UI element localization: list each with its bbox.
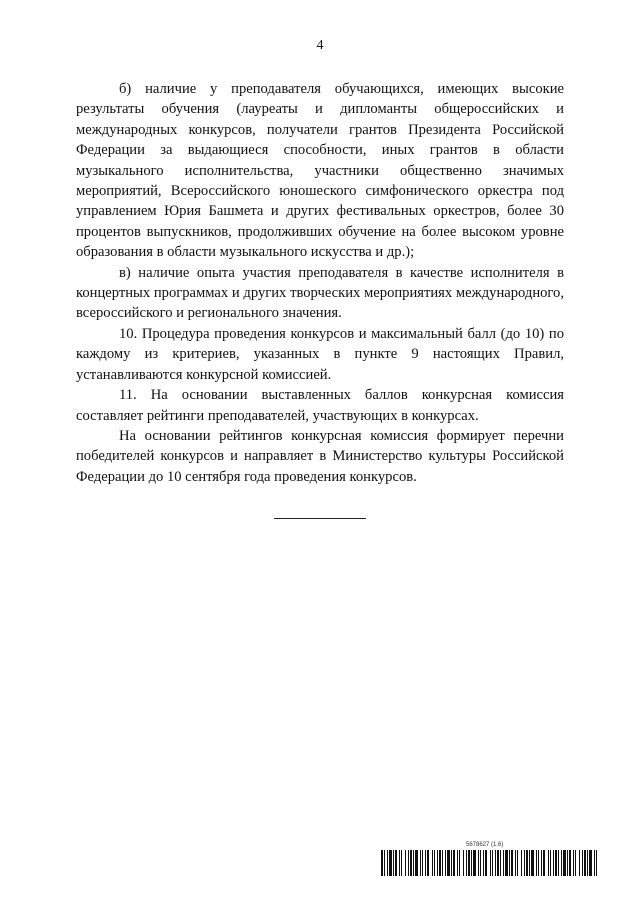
barcode-bar: [517, 850, 518, 876]
barcode-bar: [596, 850, 597, 876]
barcode-bar: [589, 850, 592, 876]
barcode-bar: [445, 850, 446, 876]
barcode-bar: [548, 850, 549, 876]
barcode-bar: [575, 850, 576, 876]
barcode-bar: [387, 850, 388, 876]
barcode-bar: [473, 850, 476, 876]
barcode-bar: [422, 850, 423, 876]
barcode-bar: [500, 850, 501, 876]
barcode-bar: [432, 850, 433, 876]
barcode-bar: [463, 850, 464, 876]
barcode-bar: [384, 850, 385, 876]
barcode-image: [381, 850, 597, 876]
barcode-bar: [478, 850, 479, 876]
barcode-bar: [420, 850, 421, 876]
barcode-bar: [492, 850, 493, 876]
barcode-bar: [531, 850, 534, 876]
barcode-bar: [529, 850, 530, 876]
paragraph-11: 11. На основании выставленных баллов конкурсная комиссия составляет рейтинги преподавателей, участвующих в конкурсах.: [76, 387, 564, 424]
barcode-bar: [524, 850, 525, 876]
barcode-bar: [567, 850, 568, 876]
paragraph-final: На основании рейтингов конкурсная комиссия формирует перечни победителей конкурсов и направляет в Министерство культуры Российской Федерации до 10 сентября года проведения конкурсов.: [76, 427, 564, 485]
barcode-bar: [427, 850, 429, 876]
barcode-bar: [490, 850, 491, 876]
document-body: [76, 79, 564, 487]
barcode-bar: [483, 850, 484, 876]
barcode-bar: [538, 850, 539, 876]
barcode-bar: [573, 850, 574, 876]
paragraph-10: 10. Процедура проведения конкурсов и максимальный балл (до 10) по каждому из критериев, указанных в пункте 9 настоящих Правил, устанавливаются конкурсной комиссией.: [76, 325, 564, 383]
barcode-bar: [466, 850, 467, 876]
barcode-bar: [584, 850, 586, 876]
barcode-bar: [509, 850, 510, 876]
barcode-bar: [511, 850, 513, 876]
barcode-bar: [447, 850, 450, 876]
barcode-bar: [389, 850, 392, 876]
barcode-bar: [451, 850, 452, 876]
barcode-bar: [497, 850, 499, 876]
barcode-bar: [393, 850, 394, 876]
barcode-bar: [569, 850, 571, 876]
barcode-bar: [395, 850, 397, 876]
barcode-bar: [405, 850, 406, 876]
barcode-bar: [541, 850, 542, 876]
barcode-bar: [563, 850, 566, 876]
barcode-bar: [495, 850, 496, 876]
barcode-bar: [587, 850, 588, 876]
barcode-bar: [561, 850, 562, 876]
paragraph-v: в) наличие опыта участия преподавателя в качестве исполнителя в концертных программах и других творческих мероприятиях международного, всероссийского и регионального значения.: [76, 264, 564, 322]
barcode-bar: [505, 850, 508, 876]
barcode-bar: [555, 850, 557, 876]
barcode-bar: [381, 850, 383, 876]
separator-line: [274, 518, 366, 519]
barcode-bar: [399, 850, 400, 876]
barcode-bar: [521, 850, 522, 876]
barcode-bar: [480, 850, 481, 876]
barcode-bar: [582, 850, 583, 876]
barcode-bar: [439, 850, 441, 876]
barcode-bar: [408, 850, 409, 876]
barcode-bar: [457, 850, 458, 876]
barcode-bar: [434, 850, 435, 876]
barcode-bar: [453, 850, 455, 876]
barcode-bar: [558, 850, 559, 876]
barcode-bar: [413, 850, 414, 876]
barcode-bar: [515, 850, 516, 876]
barcode-bar: [526, 850, 528, 876]
barcode-bar: [550, 850, 551, 876]
barcode-bar: [543, 850, 545, 876]
barcode-bar: [503, 850, 504, 876]
paragraph-b: б) наличие у преподавателя обучающихся, имеющих высокие результаты обучения (лауреаты и дипломанты общероссийских и международных конкурсов, получатели грантов Президента Российской Федерации за выдающиеся способности, иных грантов в области музыкального исполнительства, участники общественно значимых мероприятий, Всероссийского юношеского симфонического оркестра под управлением Юрия Башмета и других фестивальных оркестров, более 30 процентов выпускников, продолживших обучение на более высоком уровне образования в области музыкального искусства и др.);: [76, 81, 564, 261]
barcode-bar: [459, 850, 460, 876]
barcode-bar: [553, 850, 554, 876]
barcode-bar: [410, 850, 412, 876]
barcode-bar: [471, 850, 472, 876]
barcode-bar: [579, 850, 580, 876]
barcode-bar: [401, 850, 402, 876]
page-number: 4: [316, 38, 324, 53]
barcode-bar: [536, 850, 537, 876]
document-code: 5678627 (1.6): [466, 842, 504, 848]
barcode-bar: [415, 850, 418, 876]
barcode-bar: [425, 850, 426, 876]
barcode-bar: [437, 850, 438, 876]
barcode-bar: [594, 850, 595, 876]
barcode-bar: [442, 850, 443, 876]
barcode-bar: [485, 850, 487, 876]
barcode-bar: [468, 850, 470, 876]
